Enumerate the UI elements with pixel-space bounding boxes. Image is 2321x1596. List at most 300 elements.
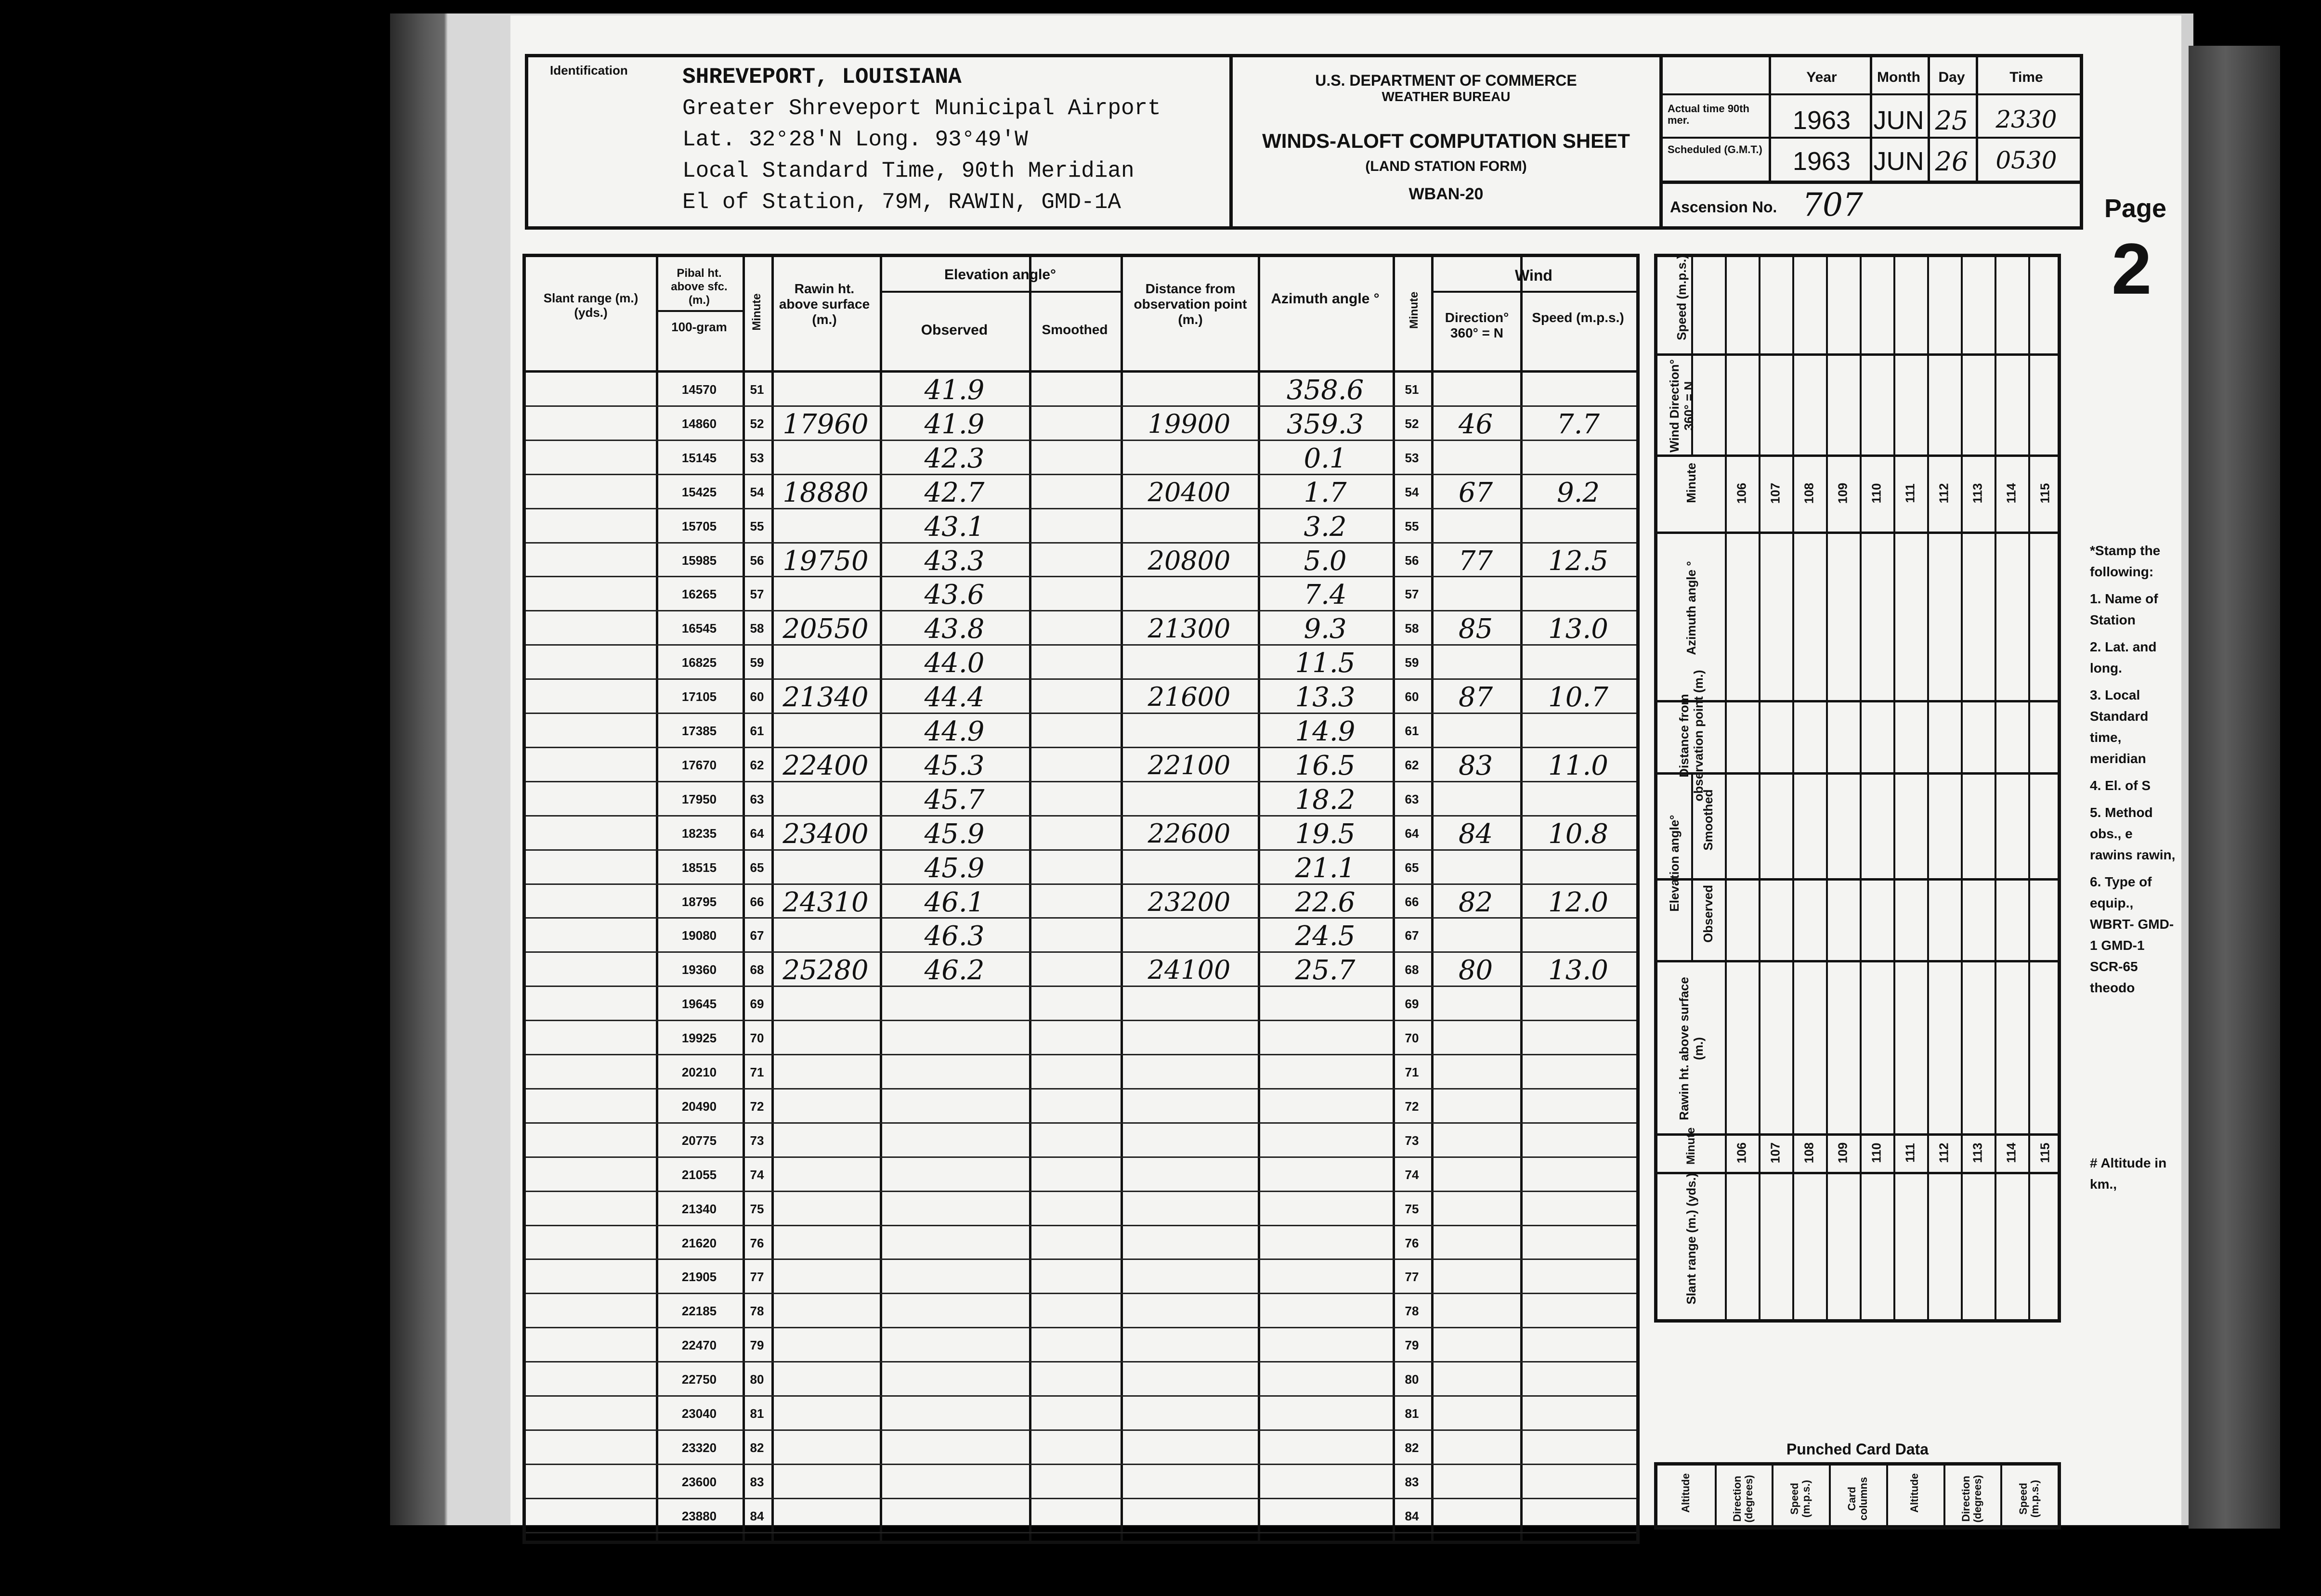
right-header-observed: Observed: [1701, 885, 1715, 943]
right-header-slant: Slant range (m.) (yds.): [1684, 1173, 1698, 1305]
cell-speed: 12.0: [1548, 886, 1608, 918]
cell-observed: 41.9: [924, 375, 985, 406]
sheet-subtitle: (LAND STATION FORM): [1365, 158, 1527, 174]
right-minute-label-2: 112: [1936, 1142, 1951, 1163]
right-row-divider: [1657, 454, 2058, 457]
actual-time-label: Actual time 90th mer.: [1668, 103, 1749, 126]
right-header-smoothed: Smoothed: [1701, 789, 1715, 851]
cell-distance: 19900: [1147, 408, 1231, 439]
cell-minute-2: 69: [1405, 997, 1419, 1012]
cell-minute: 55: [750, 519, 764, 533]
right-minute-label-2: 106: [1734, 1142, 1749, 1164]
cell-direction: 87: [1458, 682, 1493, 714]
cell-direction: 80: [1458, 955, 1493, 986]
cell-observed: 46.1: [924, 886, 985, 918]
right-minute-label: 114: [2004, 483, 2019, 504]
row-divider: [526, 1464, 1636, 1465]
header-elevation: Elevation angle°: [944, 267, 1056, 283]
header-slant-range: Slant range (m.) (yds.): [543, 291, 639, 320]
right-minute-label: 112: [1936, 483, 1951, 504]
row-divider: [526, 1327, 1636, 1328]
cell-direction: 46: [1458, 408, 1493, 440]
header-distance: Distance from observation point (m.): [1134, 281, 1247, 327]
cell-minute: 73: [750, 1133, 764, 1148]
right-header-distance: Distance from observation point (m.): [1677, 670, 1706, 802]
cell-pibal: 16545: [681, 621, 717, 636]
row-divider: [526, 542, 1636, 544]
cell-pibal: 18515: [681, 860, 717, 875]
cell-minute-2: 60: [1405, 689, 1419, 704]
cell-distance: 23200: [1147, 886, 1231, 917]
cell-minute: 62: [750, 757, 764, 772]
cell-minute: 83: [750, 1474, 764, 1489]
header-divider: [526, 370, 1636, 373]
cell-pibal: 16825: [681, 655, 717, 670]
right-minute-label-2: 109: [1835, 1142, 1850, 1164]
row-divider: [526, 951, 1636, 953]
row-divider: [526, 1532, 1636, 1533]
right-col-divider: [1995, 257, 1996, 1319]
header-pibal: Pibal ht. above sfc. (m.): [671, 267, 728, 307]
header-direction: Direction° 360° = N: [1445, 310, 1509, 340]
cell-minute-2: 71: [1405, 1065, 1419, 1079]
cell-distance: 21300: [1147, 613, 1231, 644]
right-row-divider: [1657, 532, 2058, 534]
right-row-divider: [1657, 1172, 2058, 1174]
col-time: Time: [2009, 69, 2043, 85]
cell-minute-2: 76: [1405, 1235, 1419, 1250]
cell-rawin: 18880: [782, 477, 869, 508]
punch-col-divider: [2000, 1466, 2002, 1526]
cell-pibal: 17670: [681, 757, 717, 772]
cell-minute: 81: [750, 1406, 764, 1421]
cell-minute: 78: [750, 1304, 764, 1319]
col-divider: [1029, 257, 1031, 1541]
ascension-number: 707: [1802, 186, 1863, 223]
cell-minute: 79: [750, 1338, 764, 1353]
right-header-azimuth: Azimuth angle °: [1684, 561, 1698, 655]
cell-minute-2: 75: [1405, 1201, 1419, 1216]
cell-minute-2: 74: [1405, 1167, 1419, 1182]
cell-distance: 20400: [1147, 477, 1231, 507]
cell-minute-2: 63: [1405, 792, 1419, 806]
wind-subdivider: [1431, 291, 1636, 293]
right-header-rawin: Rawin ht. above surface (m.): [1677, 977, 1706, 1120]
cell-observed: 42.7: [924, 477, 985, 508]
cell-minute: 66: [750, 894, 764, 909]
cell-rawin: 23400: [782, 818, 869, 850]
cell-azimuth: 24.5: [1295, 921, 1356, 952]
cell-azimuth: 7.4: [1304, 579, 1347, 611]
cell-pibal: 19080: [681, 928, 717, 943]
right-minute-label: 111: [1903, 483, 1917, 503]
cell-azimuth: 5.0: [1304, 545, 1347, 577]
cell-observed: 45.9: [924, 818, 985, 850]
cell-minute-2: 67: [1405, 928, 1419, 943]
right-minute-label: 109: [1835, 482, 1850, 504]
cell-direction: 82: [1458, 886, 1493, 918]
col-month: Month: [1877, 69, 1920, 85]
right-minute-label-2: 114: [2004, 1142, 2019, 1163]
cell-pibal: 22750: [681, 1372, 717, 1387]
department: U.S. DEPARTMENT OF COMMERCE: [1315, 72, 1577, 89]
agency-box: [1229, 54, 1663, 230]
right-minute-label-2: 107: [1768, 1142, 1783, 1164]
cell-observed: 41.9: [924, 408, 985, 440]
airport-name: Greater Shreveport Municipal Airport: [682, 96, 1161, 121]
right-col-divider: [1860, 257, 1862, 1319]
right-col-divider: [1826, 257, 1828, 1319]
right-minute-label: 113: [1970, 483, 1985, 504]
row-divider: [526, 1361, 1636, 1362]
main-table: [522, 254, 1640, 1544]
note-6: 6. Type of equip., WBRT- GMD-1 GMD-1 SCR-65 theodo: [2090, 874, 2174, 995]
cell-minute-2: 83: [1405, 1474, 1419, 1489]
cell-azimuth: 18.2: [1295, 784, 1356, 816]
cell-minute-2: 65: [1405, 860, 1419, 875]
cell-minute: 53: [750, 450, 764, 465]
note-5: 5. Method obs., e rawins rawin,: [2090, 805, 2176, 862]
cell-observed: 44.0: [924, 648, 985, 679]
cell-minute: 56: [750, 553, 764, 568]
cell-minute-2: 64: [1405, 826, 1419, 841]
cell-minute-2: 72: [1405, 1099, 1419, 1114]
cell-pibal: 19925: [681, 1031, 717, 1046]
cell-minute: 58: [750, 621, 764, 636]
right-minute-label-2: 113: [1970, 1142, 1985, 1163]
page-number: 2: [2112, 228, 2152, 309]
elev-subdivider: [880, 291, 1121, 293]
right-col-divider: [1927, 257, 1929, 1319]
row-divider: [526, 1293, 1636, 1294]
cell-pibal: 20210: [681, 1065, 717, 1079]
note-3: 3. Local Standard time, meridian: [2090, 688, 2149, 766]
cell-distance: 22100: [1147, 750, 1231, 780]
punch-col-label: Direction (degrees): [1959, 1475, 1983, 1523]
right-row-divider: [1657, 772, 2058, 775]
cell-azimuth: 21.1: [1295, 852, 1356, 884]
right-row-divider: [1657, 878, 2058, 881]
cell-minute: 63: [750, 792, 764, 806]
cell-minute-2: 52: [1405, 416, 1419, 431]
header-azimuth: Azimuth angle °: [1271, 291, 1380, 307]
cell-pibal: 21055: [681, 1167, 717, 1182]
cell-pibal: 23880: [681, 1508, 717, 1523]
punch-col-divider: [1886, 1466, 1888, 1526]
row-divider: [526, 405, 1636, 407]
cell-distance: 24100: [1147, 955, 1231, 986]
row-divider: [526, 678, 1636, 680]
cell-speed: 7.7: [1556, 408, 1600, 440]
cell-minute-2: 53: [1405, 450, 1419, 465]
right-minute-label-2: 115: [2037, 1142, 2052, 1163]
right-minute-label-2: 108: [1801, 1142, 1816, 1164]
cell-observed: 43.6: [924, 579, 985, 611]
cell-minute: 71: [750, 1065, 764, 1079]
row-divider: [526, 1395, 1636, 1397]
cell-minute: 77: [750, 1270, 764, 1285]
right-col-divider: [1893, 257, 1895, 1319]
right-minute-label: 115: [2037, 483, 2052, 504]
right-header-direction: Wind Direction° 360° = N: [1667, 359, 1696, 453]
cell-azimuth: 359.3: [1286, 408, 1364, 440]
right-header-minute: Minute: [1684, 463, 1698, 503]
cell-minute-2: 59: [1405, 655, 1419, 670]
header-minute-2: Minute: [1408, 291, 1421, 329]
cell-minute-2: 82: [1405, 1440, 1419, 1455]
cell-minute: 59: [750, 655, 764, 670]
scheduled-time: 0530: [1995, 146, 2057, 174]
cell-rawin: 25280: [782, 955, 869, 986]
cell-pibal: 23320: [681, 1440, 717, 1455]
row-divider: [526, 474, 1636, 475]
cell-pibal: 15145: [681, 450, 717, 465]
notes-column: [2090, 540, 2177, 1195]
scheduled-label: Scheduled (G.M.T.): [1668, 143, 1762, 156]
actual-time: 2330: [1995, 105, 2057, 133]
punch-col-label: Altitude: [1908, 1473, 1921, 1513]
cell-rawin: 19750: [782, 545, 869, 577]
cell-speed: 13.0: [1548, 613, 1608, 645]
cell-direction: 67: [1458, 477, 1493, 508]
cell-pibal: 19360: [681, 962, 717, 977]
note-2: 2. Lat. and long.: [2090, 639, 2157, 675]
cell-observed: 43.8: [924, 613, 985, 645]
right-minute-label-2: 110: [1869, 1142, 1884, 1163]
cell-observed: 42.3: [924, 442, 985, 474]
note-1: 1. Name of Station: [2090, 591, 2158, 627]
cell-minute-2: 62: [1405, 757, 1419, 772]
cell-azimuth: 14.9: [1295, 716, 1356, 747]
cell-rawin: 20550: [782, 613, 869, 645]
cell-minute: 75: [750, 1201, 764, 1216]
header-minute: Minute: [750, 293, 763, 331]
cell-minute: 82: [750, 1440, 764, 1455]
cell-azimuth: 19.5: [1295, 818, 1356, 850]
cell-azimuth: 1.7: [1304, 477, 1347, 508]
cell-minute-2: 61: [1405, 724, 1419, 738]
cell-azimuth: 16.5: [1295, 750, 1356, 781]
punch-col-label: Card columns: [1845, 1477, 1869, 1521]
cell-minute: 61: [750, 724, 764, 738]
cell-pibal: 17950: [681, 792, 717, 806]
cell-observed: 43.1: [924, 511, 985, 543]
form-sheet: [510, 15, 2181, 1525]
header-observed: Observed: [921, 322, 988, 338]
cell-minute-2: 80: [1405, 1372, 1419, 1387]
row-divider: [526, 1054, 1636, 1055]
cell-minute: 54: [750, 484, 764, 499]
cell-pibal: 15985: [681, 553, 717, 568]
header-speed: Speed (m.p.s.): [1532, 310, 1624, 325]
local-time: Local Standard Time, 90th Meridian: [682, 158, 1134, 183]
cell-rawin: 17960: [782, 408, 869, 440]
cell-observed: 46.3: [924, 921, 985, 952]
station-name: SHREVEPORT, LOUISIANA: [682, 65, 962, 90]
cell-distance: 21600: [1147, 682, 1231, 713]
cell-minute-2: 68: [1405, 962, 1419, 977]
row-divider: [526, 1498, 1636, 1499]
right-minute-label-2: 111: [1903, 1143, 1917, 1163]
cell-minute: 84: [750, 1508, 764, 1523]
right-header-speed: Speed (m.p.s.): [1674, 255, 1689, 340]
cell-azimuth: 9.3: [1304, 613, 1347, 645]
cell-observed: 45.7: [924, 784, 985, 816]
col-day: Day: [1938, 69, 1965, 85]
header-smoothed: Smoothed: [1042, 322, 1108, 337]
cell-speed: 12.5: [1548, 545, 1608, 577]
cell-pibal: 14860: [681, 416, 717, 431]
cell-direction: 83: [1458, 750, 1493, 781]
punch-col-divider: [1943, 1466, 1945, 1526]
row-divider: [526, 610, 1636, 611]
cell-pibal: 18235: [681, 826, 717, 841]
ascension-label: Ascension No.: [1670, 198, 1777, 216]
cell-observed: 44.9: [924, 716, 985, 747]
cell-speed: 10.8: [1548, 818, 1608, 850]
cell-direction: 77: [1458, 545, 1493, 577]
right-header-elevation: Elevation angle°: [1667, 815, 1682, 912]
elevation-equipment: El of Station, 79M, RAWIN, GMD-1A: [682, 190, 1121, 215]
row-divider: [526, 883, 1636, 885]
cell-minute-2: 51: [1405, 382, 1419, 397]
cell-rawin: 22400: [782, 750, 869, 781]
cell-minute: 69: [750, 997, 764, 1012]
cell-minute: 72: [750, 1099, 764, 1114]
punch-col-label: Speed (m.p.s.): [1788, 1479, 1812, 1518]
right-row-divider: [1657, 1133, 2058, 1136]
lat-long: Lat. 32°28'N Long. 93°49'W: [682, 127, 1028, 152]
row-divider: [526, 815, 1636, 817]
row-divider: [526, 1122, 1636, 1124]
note-altitude: # Altitude in km.,: [2090, 1155, 2167, 1192]
cell-azimuth: 22.6: [1295, 886, 1356, 918]
header-wind: Wind: [1515, 267, 1552, 284]
cell-minute-2: 78: [1405, 1304, 1419, 1319]
cell-minute: 74: [750, 1167, 764, 1182]
right-col-divider: [2028, 257, 2030, 1319]
time-box: [1659, 54, 2083, 184]
punch-col-label: Direction (degrees): [1731, 1475, 1755, 1523]
cell-minute: 57: [750, 587, 764, 602]
punch-col-divider: [1715, 1466, 1717, 1526]
cell-observed: 45.3: [924, 750, 985, 781]
cell-pibal: 16265: [681, 587, 717, 602]
identification-label: Identification: [550, 63, 628, 78]
header-rawin: Rawin ht. above surface (m.): [779, 281, 870, 327]
cell-speed: 9.2: [1556, 477, 1600, 508]
right-minute-label: 108: [1801, 482, 1816, 504]
row-divider: [526, 1191, 1636, 1192]
cell-minute-2: 84: [1405, 1508, 1419, 1523]
cell-speed: 13.0: [1548, 955, 1608, 986]
cell-pibal: 18795: [681, 894, 717, 909]
cell-rawin: 21340: [782, 682, 869, 714]
cell-pibal: 19645: [681, 997, 717, 1012]
cell-azimuth: 0.1: [1304, 442, 1347, 474]
col-year: Year: [1806, 69, 1837, 85]
cell-pibal: 20490: [681, 1099, 717, 1114]
cell-pibal: 17385: [681, 724, 717, 738]
cell-minute: 70: [750, 1031, 764, 1046]
cell-minute-2: 66: [1405, 894, 1419, 909]
actual-day: 25: [1935, 105, 1969, 136]
cell-pibal: 22185: [681, 1304, 717, 1319]
scan-right-edge: [2189, 46, 2280, 1529]
right-row-divider: [1657, 353, 2058, 356]
cell-observed: 46.2: [924, 955, 985, 986]
cell-pibal: 22470: [681, 1338, 717, 1353]
cell-pibal: 21620: [681, 1235, 717, 1250]
header-pibal-100gram: 100-gram: [671, 320, 727, 334]
row-divider: [526, 1429, 1636, 1431]
right-header-minute-2: Minute: [1684, 1127, 1697, 1165]
cell-observed: 43.3: [924, 545, 985, 577]
cell-minute: 67: [750, 928, 764, 943]
cell-azimuth: 358.6: [1286, 375, 1364, 406]
punch-col-divider: [1829, 1466, 1831, 1526]
cell-minute-2: 57: [1405, 587, 1419, 602]
row-divider: [526, 1156, 1636, 1158]
actual-year: 1963: [1792, 106, 1851, 135]
punch-col-label: Speed (m.p.s.): [2017, 1479, 2041, 1518]
cell-azimuth: 25.7: [1295, 955, 1356, 986]
right-minute-label: 106: [1734, 482, 1749, 504]
cell-observed: 45.9: [924, 852, 985, 884]
cell-minute-2: 58: [1405, 621, 1419, 636]
form-number: WBAN-20: [1408, 185, 1484, 203]
row-divider: [526, 747, 1636, 748]
cell-minute-2: 79: [1405, 1338, 1419, 1353]
cell-azimuth: 3.2: [1304, 511, 1347, 543]
cell-direction: 85: [1458, 613, 1493, 645]
cell-minute-2: 55: [1405, 519, 1419, 533]
cell-minute: 76: [750, 1235, 764, 1250]
cell-minute-2: 73: [1405, 1133, 1419, 1148]
cell-speed: 10.7: [1548, 682, 1608, 714]
cell-minute: 68: [750, 962, 764, 977]
ascension-box: [1659, 181, 2083, 230]
row-divider: [526, 1088, 1636, 1090]
page-label: Page: [2104, 194, 2167, 223]
cell-minute: 52: [750, 416, 764, 431]
right-table: [1654, 254, 2061, 1323]
row-divider: [526, 1225, 1636, 1226]
identification-box: [525, 54, 1233, 230]
cell-minute-2: 81: [1405, 1406, 1419, 1421]
cell-minute-2: 70: [1405, 1031, 1419, 1046]
cell-rawin: 24310: [782, 886, 869, 918]
cell-pibal: 23040: [681, 1406, 717, 1421]
cell-pibal: 20775: [681, 1133, 717, 1148]
right-row-divider: [1657, 700, 2058, 702]
pibal-subdivider: [656, 310, 743, 312]
cell-pibal: 23600: [681, 1474, 717, 1489]
right-col-divider: [1759, 257, 1760, 1319]
scheduled-year: 1963: [1792, 147, 1851, 176]
right-col-divider: [1792, 257, 1794, 1319]
cell-minute-2: 77: [1405, 1270, 1419, 1285]
punched-title: Punched Card Data: [1786, 1440, 1929, 1458]
right-col-divider: [1725, 257, 1727, 1319]
cell-pibal: 21340: [681, 1201, 717, 1216]
cell-pibal: 15425: [681, 484, 717, 499]
actual-month: JUN: [1873, 106, 1924, 135]
cell-distance: 22600: [1147, 818, 1231, 849]
scheduled-day: 26: [1935, 146, 1969, 177]
scheduled-month: JUN: [1873, 147, 1924, 176]
cell-distance: 20800: [1147, 545, 1231, 576]
